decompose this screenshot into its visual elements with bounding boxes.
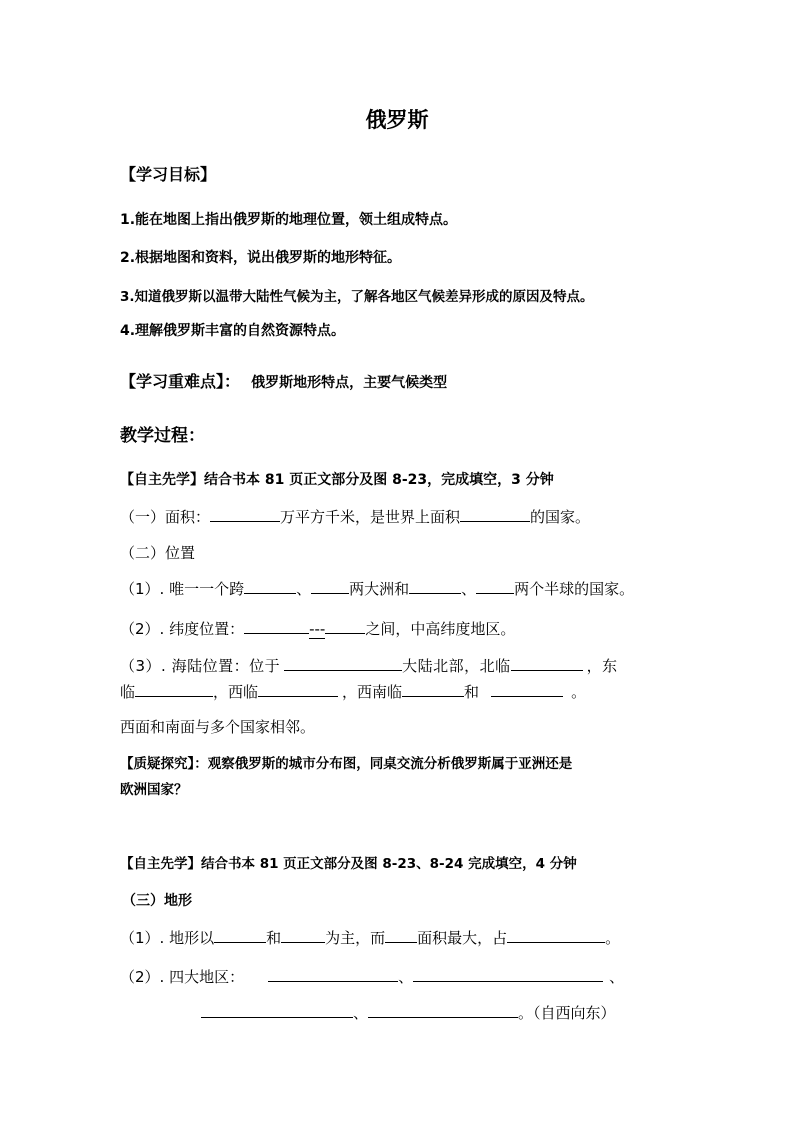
blank[interactable] (210, 506, 280, 522)
blank[interactable] (214, 927, 266, 943)
blank[interactable] (201, 1002, 353, 1018)
inquiry-line: 【质疑探究】：观察俄罗斯的城市分布图，同桌交流分析俄罗斯属于亚洲还是 (120, 756, 573, 772)
blank[interactable] (402, 681, 464, 697)
loc-text: 、 (461, 580, 477, 598)
ter-text: 面积最大，占 (417, 929, 508, 947)
blank[interactable] (409, 578, 461, 594)
blank[interactable] (281, 927, 325, 943)
blank[interactable] (135, 681, 213, 697)
location-line-3b (120, 681, 586, 702)
neighbors-line: 西面和南面与多个国家相邻。 (120, 718, 316, 736)
terrain-line-1 (120, 927, 620, 948)
loc-text: ，东 (586, 657, 618, 675)
blank[interactable] (413, 966, 603, 982)
blank[interactable] (507, 927, 605, 943)
location-line-2 (120, 618, 515, 639)
area-line (120, 506, 590, 527)
ter-text: （1）. 地形以 (120, 929, 215, 947)
loc-text: 两大洲和 (349, 580, 410, 598)
terrain-line-3 (201, 1002, 616, 1023)
blank[interactable] (311, 578, 349, 594)
area-text: （一）面积： (120, 508, 211, 526)
ter-text: 为主，而 (325, 929, 386, 947)
loc-text: ，西南临 (342, 683, 403, 701)
location-heading: （二）位置 (120, 544, 196, 562)
blank[interactable] (325, 618, 365, 634)
loc-text: （2）. 纬度位置： (120, 620, 245, 638)
loc-text: 大陆北部，北临 (402, 657, 511, 675)
loc-dash: --- (309, 620, 326, 638)
blank[interactable] (476, 578, 514, 594)
blank[interactable] (268, 966, 398, 982)
loc-text: ，西临 (213, 683, 259, 701)
loc-text: 两个半球的国家。 (514, 580, 635, 598)
page-title: 俄罗斯 (365, 107, 429, 132)
objectives-heading: 【学习目标】 (120, 165, 217, 184)
area-text: 万平方千米，是世界上面积 (280, 508, 461, 526)
terrain-line-2 (120, 966, 624, 987)
ter-text: 、 (353, 1004, 369, 1022)
self-study-2: 【自主先学】结合书本 81 页正文部分及图 8-23、8-24 完成填空，4 分钟 (120, 856, 577, 872)
key-points (120, 369, 447, 392)
blank[interactable] (244, 578, 296, 594)
area-text: 的国家。 (530, 508, 591, 526)
blank[interactable] (460, 506, 530, 522)
loc-text: （1）. 唯一一个跨 (120, 580, 245, 598)
loc-text: 之间，中高纬度地区。 (365, 620, 516, 638)
key-points-text: 俄罗斯地形特点，主要气候类型 (251, 375, 448, 391)
inquiry-line: 欧洲国家？ (120, 782, 188, 798)
objective-item: 4.理解俄罗斯丰富的自然资源特点。 (120, 323, 346, 339)
objective-item: 2.根据地图和资料，说出俄罗斯的地形特征。 (120, 250, 402, 266)
loc-text: 、 (296, 580, 312, 598)
objective-item: 3.知道俄罗斯以温带大陆性气候为主，了解各地区气候差异形成的原因及特点。 (120, 289, 594, 305)
ter-text: 。（自西向东） (518, 1004, 616, 1022)
location-line-3 (120, 655, 618, 676)
blank[interactable] (284, 655, 402, 671)
blank[interactable] (385, 927, 417, 943)
ter-text: 、 (609, 968, 625, 986)
loc-text: 和 (464, 683, 480, 701)
ter-text: （2）. 四大地区： (120, 968, 245, 986)
loc-text: （3）. 海陆位置：位于 (120, 657, 281, 675)
blank[interactable] (244, 618, 309, 634)
key-points-label: 【学习重难点】： (120, 372, 241, 391)
blank[interactable] (491, 681, 563, 697)
ter-text: 、 (398, 968, 414, 986)
self-study-1: 【自主先学】结合书本 81 页正文部分及图 8-23，完成填空，3 分钟 (120, 472, 554, 488)
loc-text: 。 (571, 683, 587, 701)
ter-text: 和 (266, 929, 282, 947)
blank[interactable] (511, 655, 583, 671)
blank[interactable] (258, 681, 338, 697)
process-heading: 教学过程： (120, 426, 205, 446)
blank[interactable] (368, 1002, 518, 1018)
ter-text: 。 (605, 929, 621, 947)
terrain-heading: （三）地形 (122, 893, 192, 909)
location-line-1 (120, 578, 634, 599)
objective-item: 1.能在地图上指出俄罗斯的地理位置，领土组成特点。 (120, 212, 458, 228)
loc-text: 临 (120, 683, 136, 701)
